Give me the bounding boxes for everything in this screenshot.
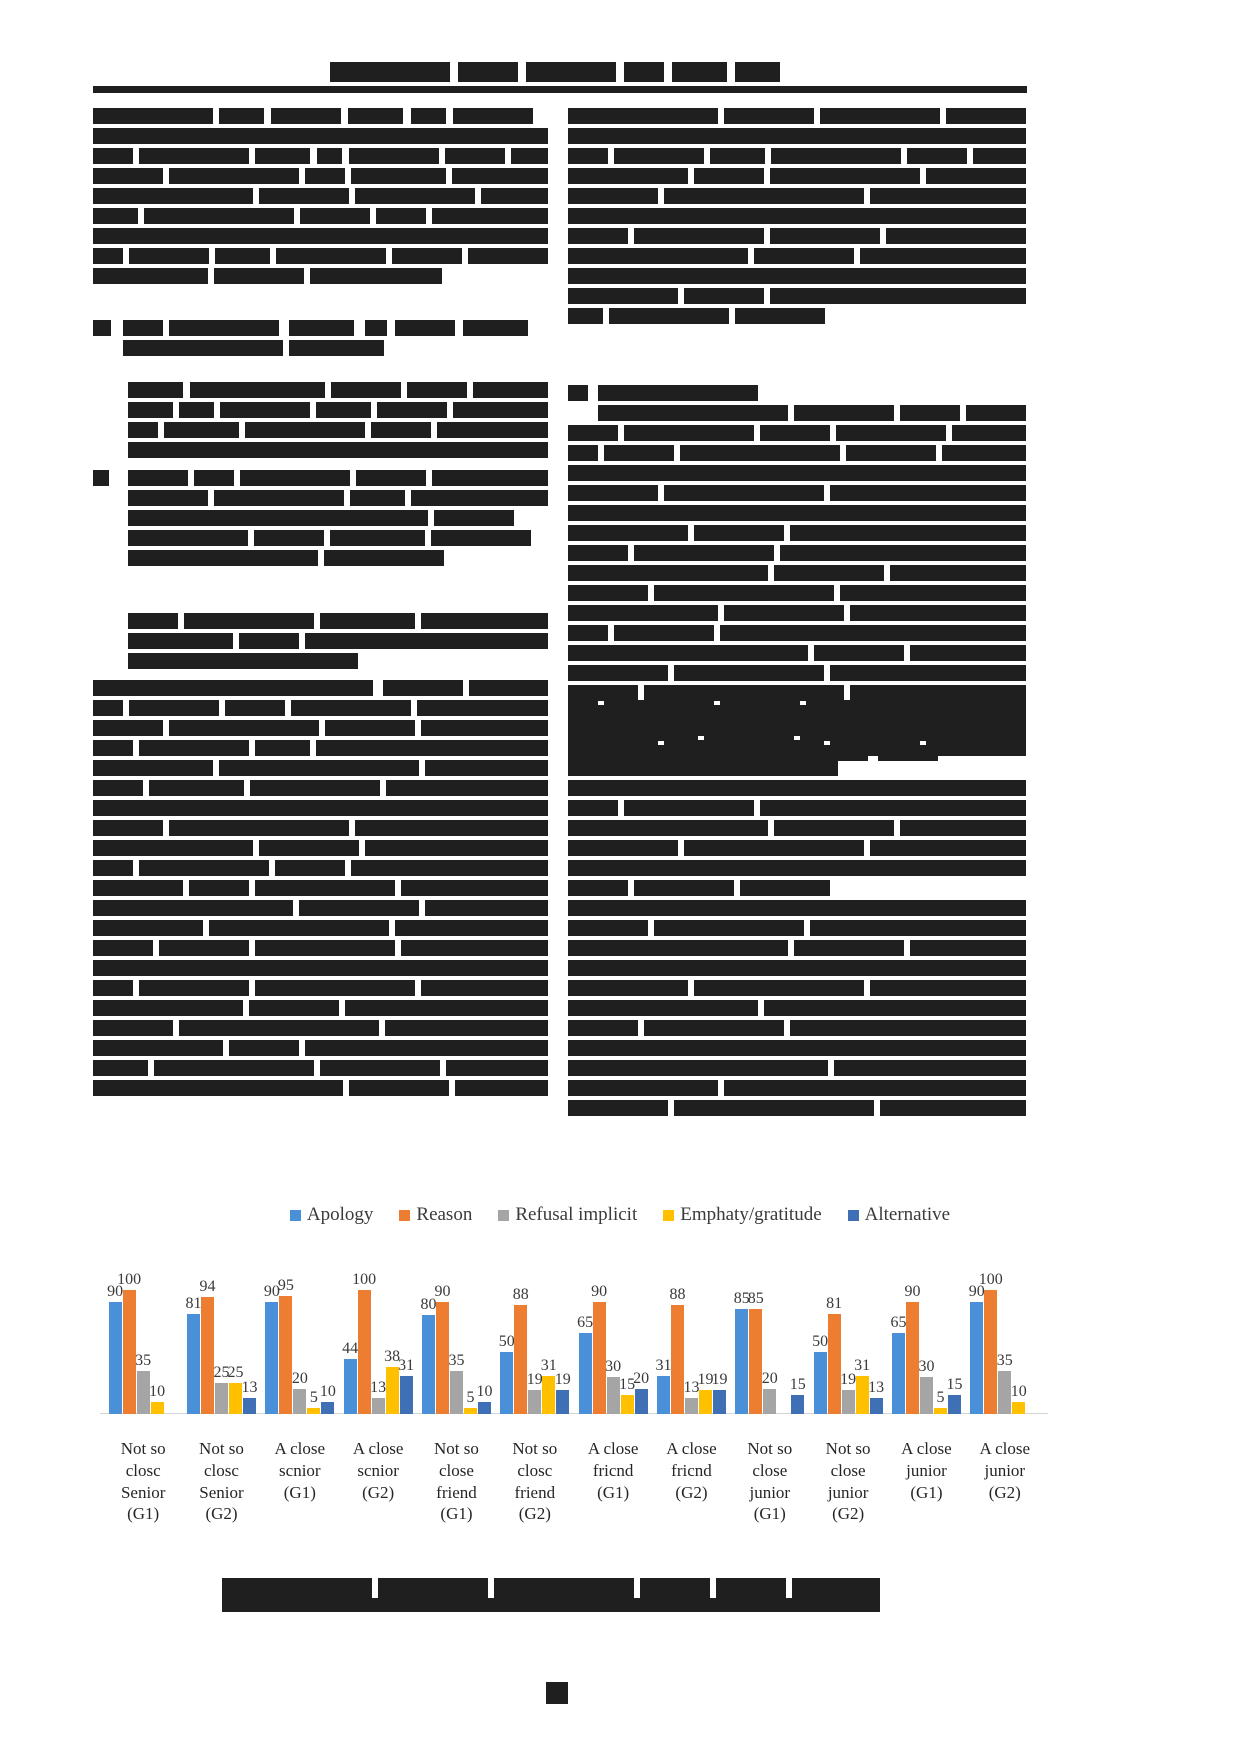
bar-value-label: 65 [890,1314,907,1332]
bar-reason [978,1254,1003,1414]
category-label-line: friend [436,1482,477,1502]
category-label [339,1438,417,1525]
bar-value-label: 15 [946,1376,963,1394]
bar-value-label: 19 [697,1371,714,1389]
bar-refusal-implicit [685,1254,698,1414]
bar-group [731,1254,809,1414]
bar-alternative [635,1254,648,1414]
chart-plot-area [0,1254,1240,1524]
bar-rect [358,1290,371,1414]
page-number-redacted [546,1682,568,1704]
bar-rect [763,1389,776,1414]
bar-rect [856,1376,869,1414]
bar-alternative [791,1254,804,1414]
bar-emphaty-gratitude [856,1254,869,1414]
bar-value-label: 100 [978,1271,1003,1288]
category-label-line: A close [979,1439,1031,1458]
figure-caption-redacted-3 [494,1578,634,1600]
category-label-line: junior [827,1482,869,1502]
bar-rect [920,1377,933,1414]
page-title-redacted [330,62,780,86]
figure-caption-redacted-5 [716,1578,786,1600]
bar-value-label: 85 [733,1289,750,1307]
legend-item-reason [399,1204,472,1226]
category-label-line: Senior [120,1482,166,1502]
bar-value-label: 30 [918,1357,935,1375]
bar-rect [123,1290,136,1414]
category-label-line: fricnd [671,1460,712,1480]
left-column-paragraph-1 [93,108,548,148]
bar-rect [464,1408,477,1414]
bar-apology [892,1254,905,1414]
category-label-line: Not so [825,1439,871,1458]
header-rule [93,86,1027,93]
category-label-line: junior [749,1482,791,1502]
category-label-line: (G1) [440,1504,473,1524]
bar-rect [749,1309,762,1414]
bar-alternative [165,1254,178,1414]
bar-value-label: 90 [904,1283,921,1301]
category-label-line: (G1) [910,1482,943,1502]
chart-legend [0,1200,1240,1230]
bar-group [417,1254,495,1414]
bar-alternative [870,1254,883,1414]
bar-rect [187,1314,200,1414]
bar-emphaty-gratitude [699,1254,712,1414]
category-label [887,1438,965,1525]
legend-swatch-refusal-implicit [498,1210,509,1221]
bar-reason [906,1254,919,1414]
category-label-line: A close [587,1439,639,1458]
chart-bars-container [104,1254,1044,1414]
bar-value-label: 13 [370,1378,387,1396]
bar-emphaty-gratitude [934,1254,947,1414]
bar-rect [215,1383,228,1414]
bar-value-label: 81 [185,1294,202,1312]
bar-value-label: 100 [352,1271,377,1288]
bar-rect [735,1309,748,1414]
bar-reason [436,1254,449,1414]
figure-bar-chart [0,1200,1240,1600]
bar-rect [422,1315,435,1414]
bar-rect [514,1305,527,1414]
category-label-line: (G2) [832,1504,865,1524]
category-label-line: (G2) [362,1482,395,1502]
bar-refusal-implicit [215,1254,228,1414]
bar-rect [828,1314,841,1414]
bar-emphaty-gratitude [777,1254,790,1414]
legend-label-refusal-implicit: Refusal implicit [515,1204,638,1225]
bar-value-label: 88 [669,1285,686,1303]
bar-rect [791,1395,804,1414]
bar-emphaty-gratitude [464,1254,477,1414]
bar-apology [265,1254,278,1414]
left-column-paragraph-3 [93,320,548,360]
legend-item-emphaty-gratitude [663,1204,821,1226]
bar-apology [814,1254,827,1414]
bar-value-label: 10 [319,1382,336,1400]
bar-group [574,1254,652,1414]
bar-rect [713,1390,726,1414]
bar-value-label: 38 [384,1347,401,1365]
bar-rect [344,1359,357,1414]
bar-value-label: 81 [826,1294,843,1312]
bar-value-label: 31 [854,1356,871,1374]
bar-value-label: 13 [683,1378,700,1396]
bar-rect [934,1408,947,1414]
category-label-line: close [752,1460,788,1480]
legend-label-emphaty-gratitude: Emphaty/gratitude [680,1204,822,1225]
bar-value-label: 19 [711,1371,728,1389]
bar-alternative [321,1254,334,1414]
bar-reason [352,1254,377,1414]
bar-rect [500,1352,513,1414]
bar-value-label: 94 [199,1278,216,1296]
figure-caption-redacted-1 [222,1578,372,1600]
bar-value-label: 10 [1010,1382,1027,1400]
bar-value-label: 15 [789,1376,806,1394]
bar-rect [579,1333,592,1414]
bar-value-label: 35 [448,1351,465,1369]
bar-rect [556,1390,569,1414]
legend-label-apology: Apology [306,1204,374,1225]
bar-value-label: 31 [655,1356,672,1374]
bar-group [182,1254,260,1414]
bar-refusal-implicit [293,1254,306,1414]
left-column-paragraph-2 [93,148,548,288]
bar-apology [657,1254,670,1414]
category-label [496,1438,574,1525]
bar-reason [749,1254,762,1414]
bar-value-label: 31 [540,1356,557,1374]
bar-alternative [478,1254,491,1414]
bar-reason [593,1254,606,1414]
figure-caption-redacted-row2 [222,1598,880,1612]
bar-rect [892,1333,905,1414]
category-label [574,1438,652,1525]
bar-value-label: 20 [633,1370,650,1388]
bar-value-label: 19 [840,1371,857,1389]
bar-value-label: 20 [291,1370,308,1388]
bar-alternative [948,1254,961,1414]
bar-apology [579,1254,592,1414]
category-label-line: Not so [747,1439,793,1458]
left-column-paragraph-7 [93,680,548,1100]
bar-rect [265,1302,278,1414]
bar-emphaty-gratitude [151,1254,164,1414]
bar-group [809,1254,887,1414]
category-label-line: A close [901,1439,952,1458]
bar-rect [870,1398,883,1414]
legend-swatch-alternative [848,1210,859,1221]
legend-item-refusal-implicit [498,1204,637,1226]
category-label-line: (G1) [127,1504,160,1524]
bar-alternative [556,1254,569,1414]
bar-value-label: 65 [577,1314,594,1332]
bar-value-label: 85 [747,1289,764,1307]
bar-rect [243,1398,256,1414]
legend-item-alternative [848,1204,950,1226]
bar-rect [635,1389,648,1414]
category-label-line: junior [906,1460,947,1480]
category-label-line: (G2) [205,1504,238,1524]
category-label [417,1438,495,1525]
bar-rect [998,1371,1011,1414]
bar-value-label: 5 [936,1388,945,1406]
category-label-line: close [439,1460,474,1480]
category-label-line: (G1) [753,1504,786,1524]
bar-refusal-implicit [450,1254,463,1414]
category-label-line: (G2) [988,1482,1021,1502]
category-label-line: (G2) [518,1504,551,1524]
bar-group [339,1254,417,1414]
figure-caption-redacted-4 [640,1578,710,1600]
bar-rect [906,1302,919,1414]
bar-value-label: 44 [342,1340,359,1358]
bar-reason [117,1254,142,1414]
bar-refusal-implicit [528,1254,541,1414]
bar-rect [450,1371,463,1414]
category-label [652,1438,730,1525]
category-label-line: friend [514,1482,556,1502]
bar-rect [478,1402,491,1414]
bar-rect [201,1297,214,1414]
bar-apology [422,1254,435,1414]
bar-rect [685,1398,698,1414]
bar-reason [514,1254,527,1414]
bar-group [887,1254,965,1414]
bar-value-label: 90 [263,1283,280,1301]
bar-value-label: 90 [591,1283,608,1301]
bar-value-label: 95 [277,1277,294,1295]
legend-label-alternative: Alternative [864,1204,951,1225]
bar-rect [593,1302,606,1414]
bar-value-label: 50 [498,1333,515,1350]
category-label-line: junior [984,1460,1026,1480]
bar-refusal-implicit [842,1254,855,1414]
bar-rect [151,1402,164,1414]
bar-emphaty-gratitude [542,1254,555,1414]
category-label-line: Senior [199,1482,244,1502]
category-label-line: Not so [120,1439,166,1458]
category-label [731,1438,809,1525]
bar-value-label: 25 [213,1364,230,1381]
bar-value-label: 20 [761,1370,778,1388]
right-column-paragraph-2 [568,148,1026,328]
bar-rect [1012,1402,1025,1414]
bar-group [966,1254,1044,1414]
bar-value-label: 13 [868,1378,885,1396]
bar-rect [528,1390,541,1414]
category-label [809,1438,887,1525]
bar-refusal-implicit [763,1254,776,1414]
bar-rect [671,1305,684,1414]
bar-alternative [243,1254,256,1414]
bar-reason [201,1254,214,1414]
bar-rect [948,1395,961,1414]
right-column-paragraph-1 [568,108,1026,148]
right-column-paragraph-4 [568,700,1026,1120]
bar-rect [542,1376,555,1414]
category-label [182,1438,260,1525]
figure-caption-redacted-2 [378,1578,488,1600]
bar-group [261,1254,339,1414]
figure-caption-redacted-6 [792,1578,880,1600]
left-column-paragraph-6 [128,613,548,673]
bar-value-label: 25 [227,1364,244,1381]
bar-emphaty-gratitude [229,1254,242,1414]
category-label-line: fricnd [592,1460,634,1480]
category-label-line: (G1) [283,1482,316,1502]
legend-swatch-reason [399,1210,410,1221]
bar-refusal-implicit [372,1254,385,1414]
bar-rect [386,1367,399,1414]
category-label-line: scnior [279,1460,321,1480]
bar-apology [187,1254,200,1414]
bar-value-label: 90 [968,1283,985,1301]
left-column-paragraph-4 [128,382,548,462]
legend-swatch-apology [290,1210,301,1221]
bar-value-label: 30 [605,1357,622,1375]
category-label-line: closc [204,1460,239,1480]
left-column-paragraph-5 [93,470,548,570]
bar-reason [279,1254,292,1414]
category-label-line: (G2) [675,1482,708,1502]
bar-emphaty-gratitude [1012,1254,1025,1414]
bar-alternative [713,1254,726,1414]
bar-value-label: 13 [241,1378,258,1396]
bar-rect [293,1389,306,1414]
bar-group [104,1254,182,1414]
category-label-line: closc [125,1460,161,1480]
bar-reason [671,1254,684,1414]
bar-apology [500,1254,513,1414]
category-label [104,1438,182,1525]
bar-emphaty-gratitude [307,1254,320,1414]
chart-category-labels [104,1438,1044,1525]
category-label [261,1438,339,1525]
bar-reason [828,1254,841,1414]
category-label-line: Not so [199,1439,244,1458]
bar-rect [984,1290,997,1414]
bar-rect [279,1296,292,1414]
bar-value-label: 35 [996,1351,1013,1369]
bar-rect [109,1302,122,1414]
bar-alternative [1026,1254,1039,1414]
bar-value-label: 5 [466,1388,475,1406]
category-label-line: Not so [434,1439,479,1458]
category-label-line: closc [517,1460,553,1480]
bar-rect [621,1395,634,1414]
bar-rect [607,1377,620,1414]
bar-group [652,1254,730,1414]
bar-value-label: 90 [434,1283,451,1301]
bar-rect [307,1408,320,1414]
bar-refusal-implicit [607,1254,620,1414]
bar-rect [372,1398,385,1414]
bar-rect [842,1390,855,1414]
bar-value-label: 5 [309,1388,318,1406]
bar-emphaty-gratitude [621,1254,634,1414]
bar-refusal-implicit [998,1254,1011,1414]
bar-rect [814,1352,827,1414]
bar-alternative [400,1254,413,1414]
category-label [966,1438,1044,1525]
legend-swatch-emphaty-gratitude [663,1210,674,1221]
bar-value-label: 10 [476,1382,493,1400]
bar-rect [400,1376,413,1414]
bar-rect [137,1371,150,1414]
bar-rect [699,1390,712,1414]
bar-rect [657,1376,670,1414]
bar-refusal-implicit [137,1254,150,1414]
category-label-line: A close [666,1439,717,1458]
bar-value-label: 90 [107,1283,124,1301]
bar-value-label: 31 [398,1356,415,1374]
bar-value-label: 15 [619,1376,636,1394]
bar-apology [735,1254,748,1414]
bar-value-label: 19 [554,1371,571,1389]
legend-label-reason: Reason [416,1204,473,1225]
bar-rect [970,1302,983,1414]
category-label-line: A close [274,1439,326,1458]
bar-value-label: 10 [149,1382,166,1400]
category-label-line: Not so [512,1439,558,1458]
category-label-line: (G1) [597,1482,630,1502]
legend-item-apology [290,1204,374,1226]
category-label-line: scnior [357,1460,399,1480]
bar-value-label: 100 [117,1271,142,1288]
bar-refusal-implicit [920,1254,933,1414]
bar-rect [321,1402,334,1414]
bar-rect [436,1302,449,1414]
bar-value-label: 35 [135,1351,152,1369]
bar-value-label: 80 [420,1295,437,1313]
bar-value-label: 19 [526,1371,543,1389]
category-label-line: A close [352,1439,404,1458]
category-label-line: close [830,1460,866,1480]
bar-value-label: 50 [812,1333,829,1350]
bar-value-label: 88 [512,1285,529,1303]
bar-emphaty-gratitude [386,1254,399,1414]
bar-group [496,1254,574,1414]
bar-rect [229,1383,242,1414]
